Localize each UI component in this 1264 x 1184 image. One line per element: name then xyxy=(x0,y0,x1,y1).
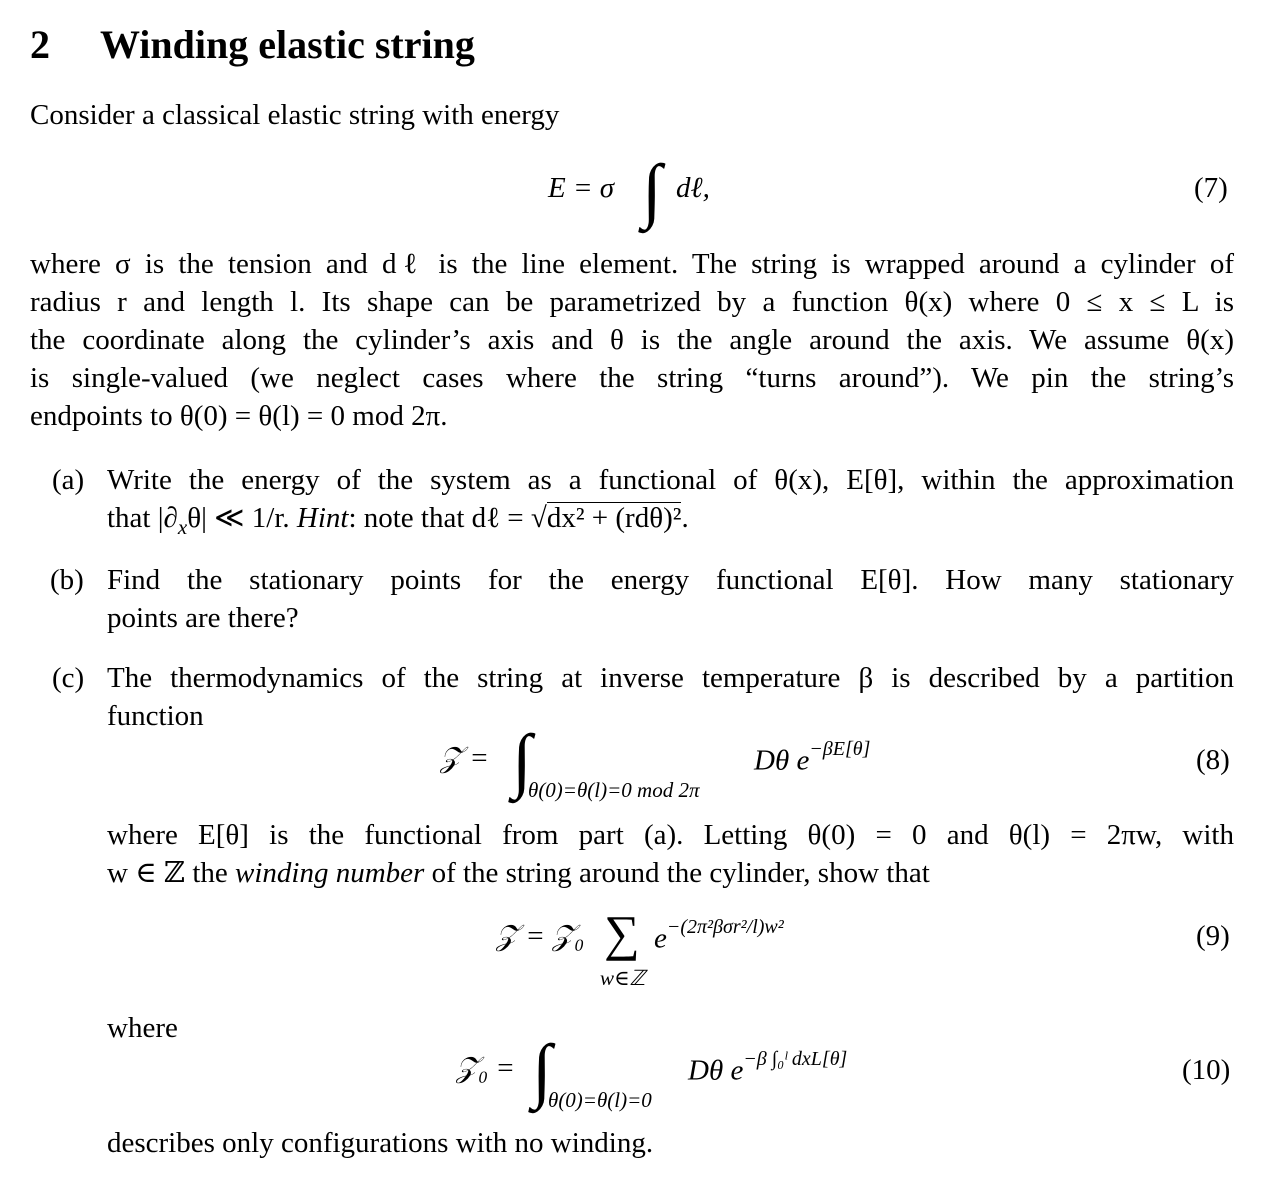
part-c-text: of the string around the cylinder, show that xyxy=(431,857,930,889)
part-b-line: points are there? xyxy=(107,602,299,634)
equation-10 xyxy=(456,1030,896,1116)
para-line: is single-valued (we neglect cases where the string “turns around”). We pin the string’s xyxy=(30,362,1234,394)
sum-sign: ∑ xyxy=(604,905,640,961)
part-a-subscript: x xyxy=(177,514,188,539)
para-line: endpoints to θ(0) = θ(l) = 0 mod 2π. xyxy=(30,400,448,432)
section-heading xyxy=(30,22,475,68)
part-a xyxy=(107,461,1234,546)
section-number: 2 xyxy=(30,22,50,67)
eq9-body-text: e xyxy=(654,922,667,955)
eq10-label: (10) xyxy=(1182,1054,1231,1086)
eq7-label: (7) xyxy=(1194,172,1228,204)
part-c-text: w ∈ ℤ the xyxy=(107,857,228,889)
part-a-text: . xyxy=(681,502,689,534)
eq10-subscript: θ(0)=θ(l)=0 xyxy=(548,1088,652,1112)
part-b xyxy=(107,561,1234,637)
winding-number-term: winding number xyxy=(235,857,425,889)
eq7-integrand: dℓ, xyxy=(676,172,710,204)
eq9-exponent: −(2π²βσr²/l)w² xyxy=(666,916,784,938)
intro-text: Consider a classical elastic string with energy xyxy=(30,99,560,131)
equation-8 xyxy=(440,720,920,806)
part-a-line-2 xyxy=(107,499,1234,546)
eq8-lhs: 𝒵 = xyxy=(440,742,489,774)
part-c-line-4 xyxy=(107,854,1234,892)
para-line: where σ is the tension and dℓ is the line element. The string is wrapped around a cylinder of xyxy=(30,248,1234,280)
eq10-exponent: −β ∫₀ˡ dxL[θ] xyxy=(743,1048,848,1070)
integral-sign: ∫ xyxy=(642,150,662,230)
eq9-label: (9) xyxy=(1196,920,1230,952)
part-c-line: where E[θ] is the functional from part (a). Letting θ(0) = 0 and θ(l) = 2πw, with xyxy=(107,819,1234,851)
eq9-sum-subscript: w∈ℤ xyxy=(600,966,646,990)
eq7-lhs: E = σ xyxy=(548,172,615,204)
eq8-body-text: Dθ e xyxy=(754,744,810,777)
para-line: the coordinate along the cylinder’s axis and θ is the angle around the axis. We assume θ(x) xyxy=(30,324,1234,356)
eq8-exponent: −βE[θ] xyxy=(809,738,871,760)
eq8-label: (8) xyxy=(1196,744,1230,776)
part-c-label: (c) xyxy=(52,662,85,694)
equation-9 xyxy=(496,906,876,996)
part-a-text: θ| ≪ 1/r. xyxy=(187,502,290,534)
integral-sign: ∫ xyxy=(532,1030,552,1110)
part-c-cont xyxy=(107,816,1234,892)
eq10-body-text: Dθ e xyxy=(688,1054,744,1087)
part-a-text: that |∂ xyxy=(107,502,178,534)
section-title: Winding elastic string xyxy=(100,22,475,67)
where-text: where xyxy=(107,1012,178,1044)
part-c-line: function xyxy=(107,700,204,732)
eq9-lhs: 𝒵 = 𝒵₀ xyxy=(496,920,585,952)
part-c-intro xyxy=(107,659,1234,735)
eq9-body xyxy=(654,916,784,956)
eq10-body xyxy=(688,1048,848,1088)
sqrt-content: dx² + (rdθ)² xyxy=(546,502,682,534)
sqrt-symbol: √ xyxy=(530,502,547,534)
part-a-text: : note that dℓ = xyxy=(348,502,524,534)
part-c-line: The thermodynamics of the string at inverse temperature β is described by a partition xyxy=(107,662,1234,694)
part-b-line: Find the stationary points for the energy functional E[θ]. How many stationary xyxy=(107,564,1234,596)
hint-label: Hint xyxy=(296,502,349,534)
eq8-subscript: θ(0)=θ(l)=0 mod 2π xyxy=(528,778,700,802)
para-line: radius r and length l. Its shape can be parametrized by a function θ(x) where 0 ≤ x ≤ L is xyxy=(30,286,1234,318)
part-a-line: Write the energy of the system as a functional of θ(x), E[θ], within the approximation xyxy=(107,464,1234,496)
part-a-label: (a) xyxy=(52,464,85,496)
paragraph xyxy=(30,245,1234,435)
eq8-body xyxy=(754,738,871,778)
part-b-label: (b) xyxy=(50,564,84,596)
closing-text: describes only configurations with no winding. xyxy=(107,1127,654,1159)
integral-sign: ∫ xyxy=(512,720,532,800)
eq10-lhs: 𝒵₀ = xyxy=(456,1052,515,1084)
